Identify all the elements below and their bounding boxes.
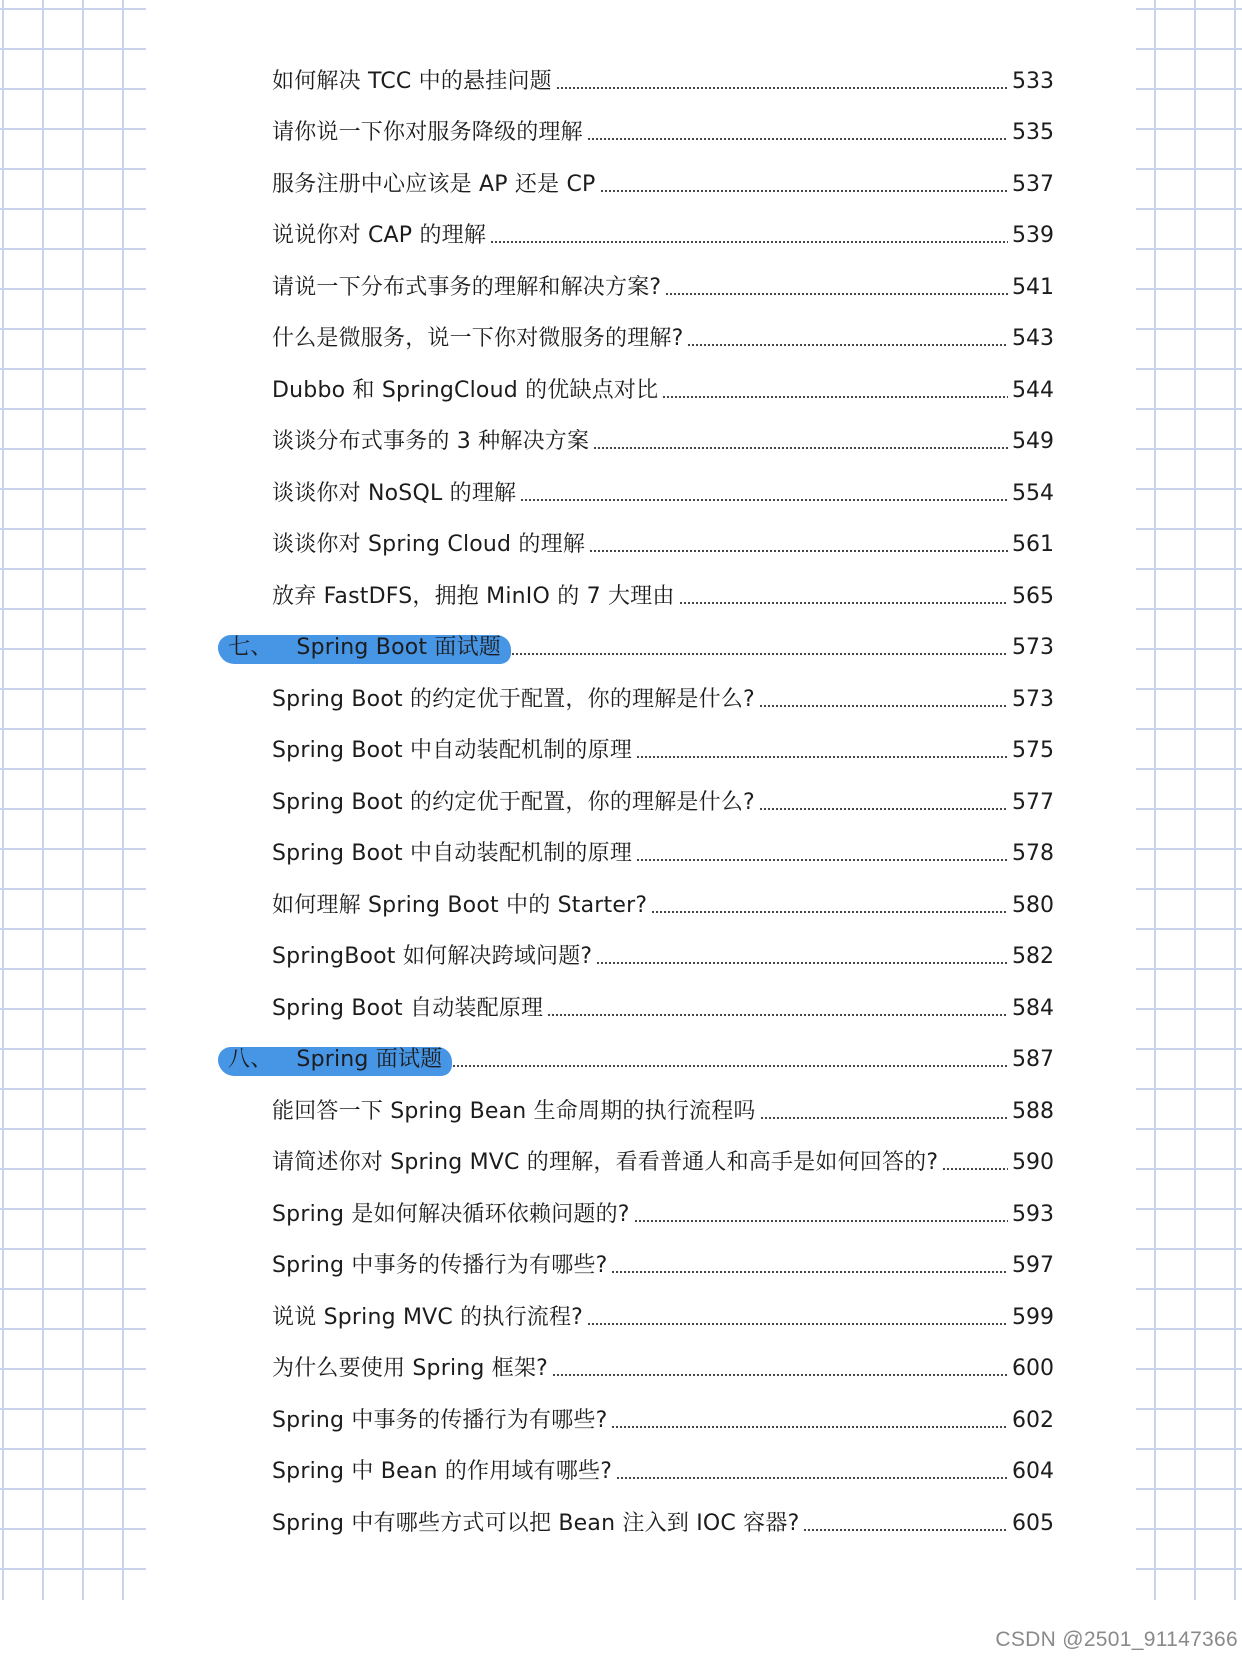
dot-leader — [679, 602, 1008, 604]
toc-entry-page-number: 549 — [1012, 429, 1054, 455]
dot-leader — [636, 859, 1008, 861]
toc-entry-page-number: 565 — [1012, 583, 1054, 609]
dot-leader — [587, 1323, 1008, 1325]
toc-entry-title: Spring Boot 自动装配原理 — [272, 995, 544, 1021]
toc-entry-title: Spring Boot 中自动装配机制的原理 — [272, 841, 633, 867]
toc-entry-page-number: 599 — [1012, 1304, 1054, 1330]
toc-entry-title: 谈谈你对 Spring Cloud 的理解 — [272, 532, 586, 558]
toc-entry-page-number: 605 — [1012, 1510, 1054, 1536]
toc-entry-title: 谈谈分布式事务的 3 种解决方案 — [272, 429, 590, 455]
toc-entry-page-number: 590 — [1012, 1150, 1054, 1176]
dot-leader — [942, 1168, 1008, 1170]
dot-leader — [587, 138, 1008, 140]
dot-leader — [547, 1014, 1008, 1016]
toc-entry-title: Spring Boot 的约定优于配置，你的理解是什么? — [272, 686, 755, 712]
toc-entry[interactable] — [146, 726, 1136, 778]
toc-entry-title: 为什么要使用 Spring 框架? — [272, 1356, 549, 1382]
toc-entry-title: 请你说一下你对服务降级的理解 — [272, 120, 583, 146]
toc-entry-page-number: 600 — [1012, 1356, 1054, 1382]
dot-leader — [556, 87, 1008, 89]
toc-entry[interactable] — [146, 468, 1136, 520]
toc-entry-title: Spring 是如何解决循环依赖问题的? — [272, 1201, 630, 1227]
toc-entry[interactable] — [146, 777, 1136, 829]
toc-entry[interactable] — [146, 520, 1136, 572]
section-number: 七、 — [228, 635, 273, 661]
dot-leader — [611, 1271, 1008, 1273]
toc-entry[interactable] — [146, 1447, 1136, 1499]
toc-entry-title: 请简述你对 Spring MVC 的理解，看看普通人和高手是如何回答的? — [272, 1150, 939, 1176]
toc-entry-page-number: 578 — [1012, 841, 1054, 867]
toc-entry-page-number: 604 — [1012, 1459, 1054, 1485]
toc-entry-title: Spring 中事务的传播行为有哪些? — [272, 1407, 608, 1433]
toc-entry[interactable] — [146, 571, 1136, 623]
toc-entry[interactable] — [146, 314, 1136, 366]
toc-entry-page-number: 582 — [1012, 944, 1054, 970]
grid-paper-left — [0, 0, 146, 1600]
toc-entry-page-number: 544 — [1012, 377, 1054, 403]
toc-entry-page-number: 580 — [1012, 892, 1054, 918]
toc-section-seven[interactable] — [146, 623, 1136, 675]
dot-leader — [452, 1065, 1008, 1067]
toc-entry[interactable] — [146, 417, 1136, 469]
toc-entry-page-number: 539 — [1012, 223, 1054, 249]
toc-entry-page-number: 584 — [1012, 995, 1054, 1021]
dot-leader — [634, 1220, 1008, 1222]
document-page — [146, 0, 1136, 1600]
toc-entry-title: 如何解决 TCC 中的悬挂问题 — [272, 68, 552, 94]
dot-leader — [596, 962, 1008, 964]
toc-entry-page-number: 535 — [1012, 120, 1054, 146]
toc-entry-title: SpringBoot 如何解决跨域问题? — [272, 944, 593, 970]
dot-leader — [760, 1117, 1008, 1119]
toc-entry-title: Spring 中 Bean 的作用域有哪些? — [272, 1459, 613, 1485]
dot-leader — [600, 190, 1008, 192]
table-of-contents — [146, 56, 1136, 1550]
toc-section-eight[interactable] — [146, 1035, 1136, 1087]
grid-paper-right — [1136, 0, 1242, 1600]
toc-entry[interactable] — [146, 1498, 1136, 1550]
dot-leader — [636, 756, 1008, 758]
toc-entry-page-number: 554 — [1012, 480, 1054, 506]
toc-entry-page-number: 533 — [1012, 68, 1054, 94]
section-page-number: 573 — [1012, 635, 1054, 661]
toc-entry-title: 如何理解 Spring Boot 中的 Starter? — [272, 892, 648, 918]
toc-entry[interactable] — [146, 674, 1136, 726]
toc-entry-title: Spring 中有哪些方式可以把 Bean 注入到 IOC 容器? — [272, 1510, 800, 1536]
toc-entry[interactable] — [146, 262, 1136, 314]
toc-entry[interactable] — [146, 56, 1136, 108]
dot-leader — [803, 1529, 1008, 1531]
toc-entry-title: Dubbo 和 SpringCloud 的优缺点对比 — [272, 377, 659, 403]
dot-leader — [687, 344, 1008, 346]
section-number: 八、 — [228, 1047, 273, 1073]
toc-entry[interactable] — [146, 1344, 1136, 1396]
watermark: CSDN @2501_91147366 — [995, 1628, 1238, 1651]
toc-entry[interactable] — [146, 159, 1136, 211]
toc-entry[interactable] — [146, 108, 1136, 160]
toc-entry[interactable] — [146, 1086, 1136, 1138]
section-title: Spring Boot 面试题 — [296, 635, 502, 661]
toc-entry-title: 请说一下分布式事务的理解和解决方案? — [272, 274, 662, 300]
dot-leader — [552, 1374, 1008, 1376]
toc-entry[interactable] — [146, 829, 1136, 881]
toc-entry[interactable] — [146, 1138, 1136, 1190]
toc-entry-title: Spring Boot 的约定优于配置，你的理解是什么? — [272, 789, 755, 815]
toc-entry-page-number: 575 — [1012, 738, 1054, 764]
toc-entry[interactable] — [146, 365, 1136, 417]
toc-entry-page-number: 541 — [1012, 274, 1054, 300]
toc-entry[interactable] — [146, 1189, 1136, 1241]
toc-entry[interactable] — [146, 932, 1136, 984]
dot-leader — [611, 1426, 1008, 1428]
toc-entry-page-number: 537 — [1012, 171, 1054, 197]
toc-group-seven — [146, 674, 1136, 1035]
toc-entry-page-number: 573 — [1012, 686, 1054, 712]
toc-entry-page-number: 577 — [1012, 789, 1054, 815]
toc-entry-title: 服务注册中心应该是 AP 还是 CP — [272, 171, 596, 197]
dot-leader — [616, 1477, 1008, 1479]
toc-entry[interactable] — [146, 1292, 1136, 1344]
toc-entry-page-number: 597 — [1012, 1253, 1054, 1279]
toc-entry[interactable] — [146, 211, 1136, 263]
toc-entry-page-number: 543 — [1012, 326, 1054, 352]
toc-entry-title: 说说 Spring MVC 的执行流程? — [272, 1304, 584, 1330]
toc-entry-title: Spring Boot 中自动装配机制的原理 — [272, 738, 633, 764]
dot-leader — [651, 911, 1008, 913]
toc-entry[interactable] — [146, 1395, 1136, 1447]
dot-leader — [593, 447, 1008, 449]
dot-leader — [490, 241, 1008, 243]
toc-group-before — [146, 56, 1136, 623]
dot-leader — [511, 653, 1008, 655]
section-title: Spring 面试题 — [296, 1047, 443, 1073]
toc-entry-title: 放弃 FastDFS，拥抱 MinIO 的 7 大理由 — [272, 583, 675, 609]
toc-entry-page-number: 561 — [1012, 532, 1054, 558]
dot-leader — [665, 293, 1008, 295]
toc-entry-page-number: 588 — [1012, 1098, 1054, 1124]
toc-entry-page-number: 593 — [1012, 1201, 1054, 1227]
toc-entry-title: Spring 中事务的传播行为有哪些? — [272, 1253, 608, 1279]
toc-entry-title: 什么是微服务，说一下你对微服务的理解? — [272, 326, 684, 352]
dot-leader — [589, 550, 1008, 552]
dot-leader — [759, 808, 1008, 810]
section-label — [224, 1045, 448, 1075]
toc-entry[interactable] — [146, 983, 1136, 1035]
section-page-number: 587 — [1012, 1047, 1054, 1073]
toc-entry[interactable] — [146, 880, 1136, 932]
dot-leader — [759, 705, 1008, 707]
toc-entry-page-number: 602 — [1012, 1407, 1054, 1433]
dot-leader — [520, 499, 1008, 501]
section-label — [224, 633, 507, 663]
toc-group-eight — [146, 1086, 1136, 1550]
toc-entry-title: 说说你对 CAP 的理解 — [272, 223, 487, 249]
dot-leader — [662, 396, 1008, 398]
toc-entry-title: 谈谈你对 NoSQL 的理解 — [272, 480, 517, 506]
toc-entry-title: 能回答一下 Spring Bean 生命周期的执行流程吗 — [272, 1098, 756, 1124]
toc-entry[interactable] — [146, 1241, 1136, 1293]
